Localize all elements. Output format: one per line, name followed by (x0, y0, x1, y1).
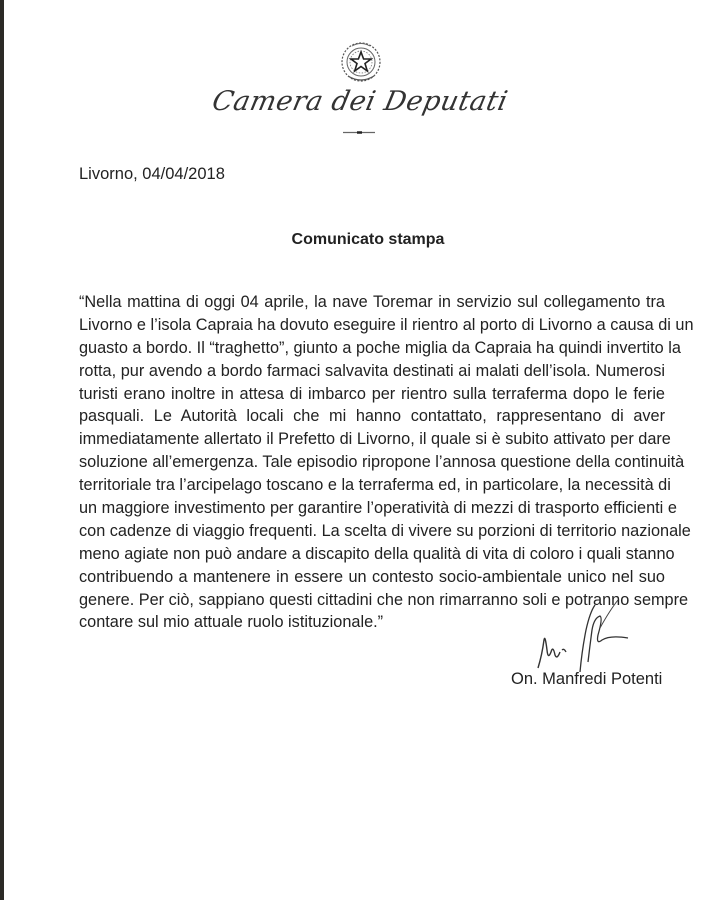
body-line: contribuendo a mantenere in essere un contesto socio-ambientale unico nel suo (79, 567, 665, 586)
signer-name: On. Manfredi Potenti (511, 670, 663, 688)
handwritten-signature-icon (520, 600, 670, 675)
dateline: Livorno, 04/04/2018 (79, 165, 225, 183)
body-line: un maggiore investimento per garantire l’operatività di mezzi di trasporto efficienti e (79, 499, 677, 518)
decorative-rule-icon (343, 131, 375, 134)
press-release-body (79, 291, 694, 634)
body-line: turisti erano inoltre in attesa di imbarco per rientro sulla terraferma dopo le ferie (79, 384, 665, 403)
body-line: rotta, pur avendo a bordo farmaci salvavita destinati ai malati dell’isola. Numerosi (79, 361, 665, 380)
scan-border (0, 0, 4, 900)
body-line: soluzione all’emergenza. Tale episodio ripropone l’annosa questione della continuità (79, 453, 685, 472)
body-line: meno agiate non può andare a discapito della qualità di vita di coloro i quali stanno (79, 544, 675, 563)
institution-name: Camera dei Deputati (209, 86, 511, 117)
body-line: immediatamente allertato il Prefetto di Livorno, il quale si è subito attivato per dare (79, 430, 671, 449)
body-line: contare sul mio attuale ruolo istituzionale.” (79, 613, 384, 632)
body-line: con cadenze di viaggio frequenti. La scelta di vivere su porzioni di territorio nazionale (79, 521, 691, 540)
body-line: guasto a bordo. Il “traghetto”, giunto a poche miglia da Capraia ha quindi invertito la (79, 338, 681, 357)
body-line: “Nella mattina di oggi 04 aprile, la nave Toremar in servizio sul collegamento tra (79, 293, 665, 311)
body-line: pasquali. Le Autorità locali che mi hanno contattato, rappresentano di aver (79, 407, 665, 426)
body-line: Livorno e l’isola Capraia ha dovuto eseguire il rientro al porto di Livorno a causa di un (79, 315, 694, 334)
body-line: genere. Per ciò, sappiano questi cittadini che non rimarranno soli e potranno sempre (79, 590, 689, 609)
italian-republic-emblem-icon (338, 38, 384, 86)
document-title: Comunicato stampa (291, 231, 445, 248)
body-line: territoriale tra l’arcipelago toscano e la terraferma ed, in particolare, la necessità di (79, 476, 671, 495)
